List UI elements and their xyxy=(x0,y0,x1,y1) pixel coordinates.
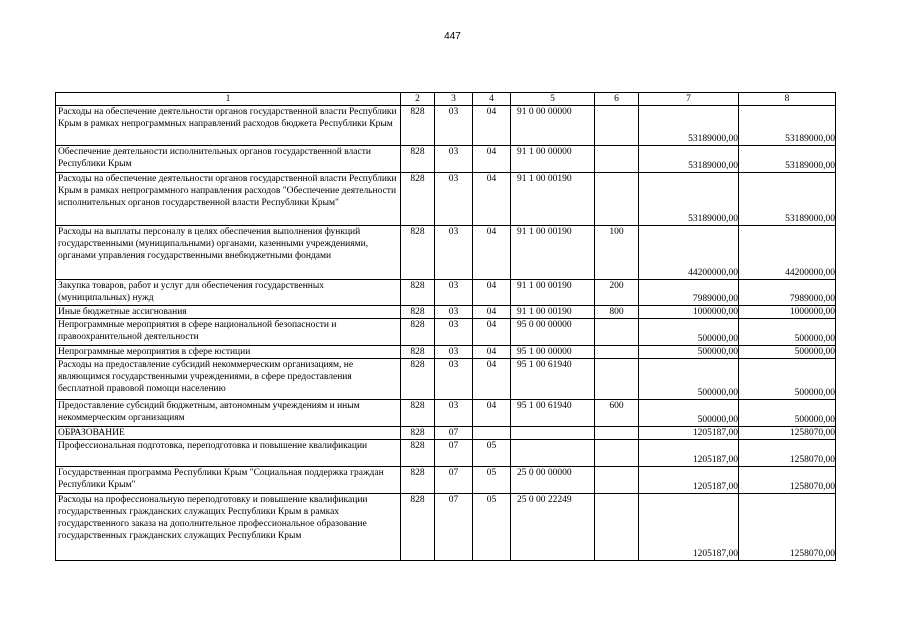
row-section-cell: 03 xyxy=(435,400,473,427)
row-subsection-cell xyxy=(473,427,511,440)
row-subsection-cell: 04 xyxy=(473,306,511,319)
row-code-cell: 828 xyxy=(401,226,435,280)
row-code-cell: 828 xyxy=(401,173,435,226)
row-name-cell: Расходы на профессиональную переподготовку и повышение квалификации государственных гражданских служащих Республики Крым в рамках государственного заказа на дополнительное профессиональное образование государственных гражданских служащих Республики Крым xyxy=(56,494,401,561)
row-expense-type-cell xyxy=(595,106,639,146)
row-target-cell: 95 1 00 61940 xyxy=(511,359,595,400)
page-number: 447 xyxy=(444,31,461,42)
row-amount-cell: 53189000,00 xyxy=(639,106,739,146)
row-amount-cell: 44200000,00 xyxy=(739,226,836,280)
row-amount-cell: 500000,00 xyxy=(639,319,739,346)
row-amount-cell: 1205187,00 xyxy=(639,494,739,561)
row-amount-cell: 500000,00 xyxy=(739,359,836,400)
row-name-cell: Непрограммные мероприятия в сфере юстиции xyxy=(56,346,401,359)
header-cell: 2 xyxy=(401,93,435,106)
row-code-cell: 828 xyxy=(401,146,435,173)
row-code-cell: 828 xyxy=(401,319,435,346)
table-row xyxy=(56,346,836,359)
row-amount-cell: 1205187,00 xyxy=(639,467,739,494)
table-row xyxy=(56,440,836,467)
row-target-cell: 91 1 00 00000 xyxy=(511,146,595,173)
row-subsection-cell: 05 xyxy=(473,440,511,467)
table-row xyxy=(56,319,836,346)
row-subsection-cell: 04 xyxy=(473,346,511,359)
row-expense-type-cell xyxy=(595,359,639,400)
header-cell: 7 xyxy=(639,93,739,106)
row-section-cell: 03 xyxy=(435,106,473,146)
row-target-cell xyxy=(511,440,595,467)
row-section-cell: 03 xyxy=(435,319,473,346)
row-section-cell: 07 xyxy=(435,427,473,440)
row-subsection-cell: 04 xyxy=(473,359,511,400)
row-target-cell: 95 1 00 00000 xyxy=(511,346,595,359)
row-amount-cell: 500000,00 xyxy=(739,346,836,359)
row-expense-type-cell xyxy=(595,319,639,346)
table-row xyxy=(56,494,836,561)
row-name-cell: Непрограммные мероприятия в сфере национальной безопасности и правоохранительной деятельности xyxy=(56,319,401,346)
row-subsection-cell: 05 xyxy=(473,494,511,561)
row-subsection-cell: 04 xyxy=(473,280,511,306)
row-amount-cell: 1258070,00 xyxy=(739,467,836,494)
header-cell: 5 xyxy=(511,93,595,106)
row-name-cell: Государственная программа Республики Крым "Социальная поддержка граждан Республики Крым" xyxy=(56,467,401,494)
row-amount-cell: 500000,00 xyxy=(639,359,739,400)
row-name-cell: Расходы на обеспечение деятельности органов государственной власти Республики Крым в рамках непрограммного направления расходов "Обеспечение деятельности исполнительных органов государственной власти Республики Крым" xyxy=(56,173,401,226)
row-expense-type-cell xyxy=(595,467,639,494)
row-subsection-cell: 05 xyxy=(473,467,511,494)
row-expense-type-cell xyxy=(595,146,639,173)
row-name-cell: Профессиональная подготовка, переподготовка и повышение квалификации xyxy=(56,440,401,467)
table-row xyxy=(56,173,836,226)
row-amount-cell: 500000,00 xyxy=(739,319,836,346)
row-subsection-cell: 04 xyxy=(473,173,511,226)
table-row xyxy=(56,146,836,173)
row-name-cell: Иные бюджетные ассигнования xyxy=(56,306,401,319)
row-subsection-cell: 04 xyxy=(473,226,511,280)
row-amount-cell: 44200000,00 xyxy=(639,226,739,280)
row-amount-cell: 7989000,00 xyxy=(639,280,739,306)
row-section-cell: 07 xyxy=(435,494,473,561)
row-amount-cell: 1000000,00 xyxy=(739,306,836,319)
row-section-cell: 07 xyxy=(435,440,473,467)
row-name-cell: Расходы на выплаты персоналу в целях обеспечения выполнения функций государственными (муниципальными) органами, казенными учреждениями, органами управления государственными внебюджетными фондами xyxy=(56,226,401,280)
row-expense-type-cell xyxy=(595,346,639,359)
table-row xyxy=(56,427,836,440)
row-target-cell: 91 1 00 00190 xyxy=(511,280,595,306)
row-subsection-cell: 04 xyxy=(473,319,511,346)
row-code-cell: 828 xyxy=(401,106,435,146)
row-expense-type-cell: 200 xyxy=(595,280,639,306)
row-expense-type-cell: 100 xyxy=(595,226,639,280)
row-amount-cell: 1205187,00 xyxy=(639,427,739,440)
row-code-cell: 828 xyxy=(401,427,435,440)
row-expense-type-cell: 600 xyxy=(595,400,639,427)
row-target-cell: 95 0 00 00000 xyxy=(511,319,595,346)
row-amount-cell: 7989000,00 xyxy=(739,280,836,306)
row-amount-cell: 1258070,00 xyxy=(739,440,836,467)
row-section-cell: 03 xyxy=(435,173,473,226)
row-section-cell: 03 xyxy=(435,226,473,280)
row-section-cell: 03 xyxy=(435,306,473,319)
row-expense-type-cell xyxy=(595,494,639,561)
row-target-cell: 95 1 00 61940 xyxy=(511,400,595,427)
row-amount-cell: 53189000,00 xyxy=(639,173,739,226)
row-target-cell: 91 1 00 00190 xyxy=(511,306,595,319)
row-name-cell: Закупка товаров, работ и услуг для обеспечения государственных (муниципальных) нужд xyxy=(56,280,401,306)
row-section-cell: 03 xyxy=(435,359,473,400)
row-subsection-cell: 04 xyxy=(473,106,511,146)
table-row xyxy=(56,400,836,427)
row-code-cell: 828 xyxy=(401,346,435,359)
row-amount-cell: 500000,00 xyxy=(639,400,739,427)
row-expense-type-cell: 800 xyxy=(595,306,639,319)
row-subsection-cell: 04 xyxy=(473,400,511,427)
row-section-cell: 07 xyxy=(435,467,473,494)
header-row xyxy=(56,93,836,106)
row-expense-type-cell xyxy=(595,440,639,467)
row-code-cell: 828 xyxy=(401,359,435,400)
row-section-cell: 03 xyxy=(435,346,473,359)
row-amount-cell: 53189000,00 xyxy=(739,173,836,226)
row-amount-cell: 1258070,00 xyxy=(739,494,836,561)
header-cell: 6 xyxy=(595,93,639,106)
row-target-cell: 91 1 00 00190 xyxy=(511,173,595,226)
header-cell: 1 xyxy=(56,93,401,106)
row-target-cell: 25 0 00 22249 xyxy=(511,494,595,561)
row-section-cell: 03 xyxy=(435,146,473,173)
row-amount-cell: 53189000,00 xyxy=(739,106,836,146)
table-row xyxy=(56,467,836,494)
row-code-cell: 828 xyxy=(401,467,435,494)
row-target-cell: 91 0 00 00000 xyxy=(511,106,595,146)
row-amount-cell: 500000,00 xyxy=(739,400,836,427)
row-name-cell: Предоставление субсидий бюджетным, автономным учреждениям и иным некоммерческим организациям xyxy=(56,400,401,427)
row-amount-cell: 1258070,00 xyxy=(739,427,836,440)
budget-table xyxy=(55,92,836,561)
row-code-cell: 828 xyxy=(401,306,435,319)
row-target-cell xyxy=(511,427,595,440)
row-name-cell: Расходы на предоставление субсидий некоммерческим организациям, не являющимся государственными учреждениями, в сфере предоставления бесплатной правовой помощи населению xyxy=(56,359,401,400)
row-section-cell: 03 xyxy=(435,280,473,306)
table-row xyxy=(56,359,836,400)
row-target-cell: 91 1 00 00190 xyxy=(511,226,595,280)
row-code-cell: 828 xyxy=(401,440,435,467)
table-row xyxy=(56,226,836,280)
row-amount-cell: 1000000,00 xyxy=(639,306,739,319)
header-cell: 3 xyxy=(435,93,473,106)
row-amount-cell: 53189000,00 xyxy=(639,146,739,173)
table-row xyxy=(56,106,836,146)
row-name-cell: ОБРАЗОВАНИЕ xyxy=(56,427,401,440)
row-code-cell: 828 xyxy=(401,400,435,427)
row-amount-cell: 53189000,00 xyxy=(739,146,836,173)
row-subsection-cell: 04 xyxy=(473,146,511,173)
row-amount-cell: 500000,00 xyxy=(639,346,739,359)
row-expense-type-cell xyxy=(595,427,639,440)
row-code-cell: 828 xyxy=(401,494,435,561)
header-cell: 4 xyxy=(473,93,511,106)
header-cell: 8 xyxy=(739,93,836,106)
table-row xyxy=(56,280,836,306)
row-name-cell: Расходы на обеспечение деятельности органов государственной власти Республики Крым в рамках непрограммных направлений расходов бюджета Республики Крым xyxy=(56,106,401,146)
row-expense-type-cell xyxy=(595,173,639,226)
row-code-cell: 828 xyxy=(401,280,435,306)
row-amount-cell: 1205187,00 xyxy=(639,440,739,467)
table-row xyxy=(56,306,836,319)
row-target-cell: 25 0 00 00000 xyxy=(511,467,595,494)
row-name-cell: Обеспечение деятельности исполнительных органов государственной власти Республики Крым xyxy=(56,146,401,173)
